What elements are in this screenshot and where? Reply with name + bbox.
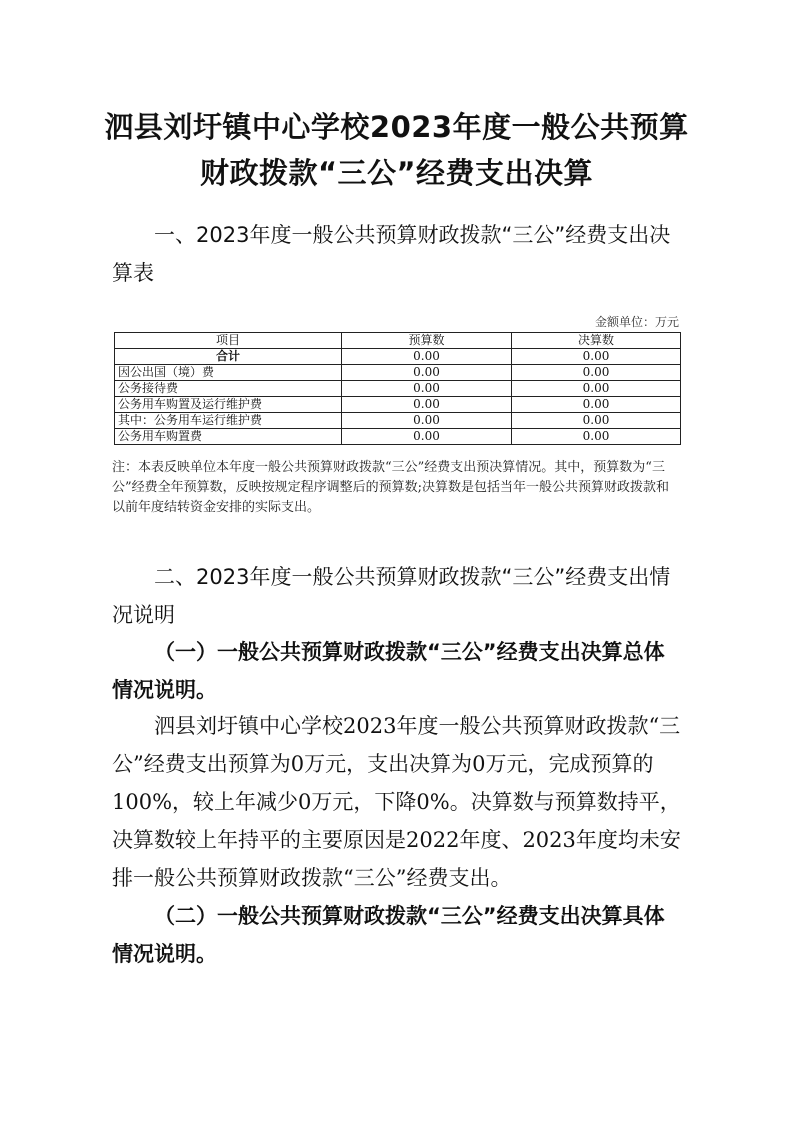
row-final: 0.00 [512,397,681,413]
sub-heading-2: （二）一般公共预算财政拨款“三公”经费支出决算具体情况说明。 [112,904,665,966]
budget-table [114,332,681,445]
row-item: 公务接待费 [115,381,342,397]
row-budget: 0.00 [342,397,512,413]
header-final: 决算数 [512,333,681,349]
header-budget: 预算数 [342,333,512,349]
page-title: 泗县刘圩镇中心学校2023年度一般公共预算财政拨款“三公”经费支出决算 [104,110,689,190]
table-row [115,429,681,445]
row-item: 公务用车购置及运行维护费 [115,397,342,413]
row-item: 其中：公务用车运行维护费 [115,413,342,429]
row-item: 公务用车购置费 [115,429,342,445]
body-paragraph: 泗县刘圩镇中心学校2023年度一般公共预算财政拨款“三公”经费支出预算为0万元，支出决算为0万元，完成预算的100%，较上年减少0万元，下降0%。决算数与预算数持平，决算数较上年持平的主要原因是2022年度、2023年度均未安排一般公共预算财政拨款“三公”经费支出。 [112,714,681,890]
row-budget: 0.00 [342,413,512,429]
table-row [115,349,681,365]
table-row [115,381,681,397]
row-final: 0.00 [512,429,681,445]
section-heading-1: 一、2023年度一般公共预算财政拨款“三公”经费支出决算表 [112,223,671,285]
row-item: 因公出国（境）费 [115,365,342,381]
row-final: 0.00 [512,413,681,429]
row-budget: 0.00 [342,429,512,445]
row-final: 0.00 [512,381,681,397]
row-item-total: 合计 [115,349,342,365]
table-row [115,413,681,429]
table-row [115,365,681,381]
header-item: 项目 [115,333,342,349]
row-final: 0.00 [512,349,681,365]
row-final: 0.00 [512,365,681,381]
row-budget: 0.00 [342,365,512,381]
row-budget: 0.00 [342,349,512,365]
sub-heading-1: （一）一般公共预算财政拨款“三公”经费支出决算总体情况说明。 [112,640,665,702]
section-heading-2: 二、2023年度一般公共预算财政拨款“三公”经费支出情况说明 [112,565,671,627]
table-header-row [115,333,681,349]
table-note: 注：本表反映单位本年度一般公共预算财政拨款“三公”经费支出预决算情况。其中，预算数为“三公”经费全年预算数，反映按规定程序调整后的预算数;决算数是包括当年一般公共预算财政拨款和以前年度结转资金安排的实际支出。 [112,460,670,515]
table-row [115,397,681,413]
unit-label: 金额单位：万元 [594,315,679,329]
row-budget: 0.00 [342,381,512,397]
